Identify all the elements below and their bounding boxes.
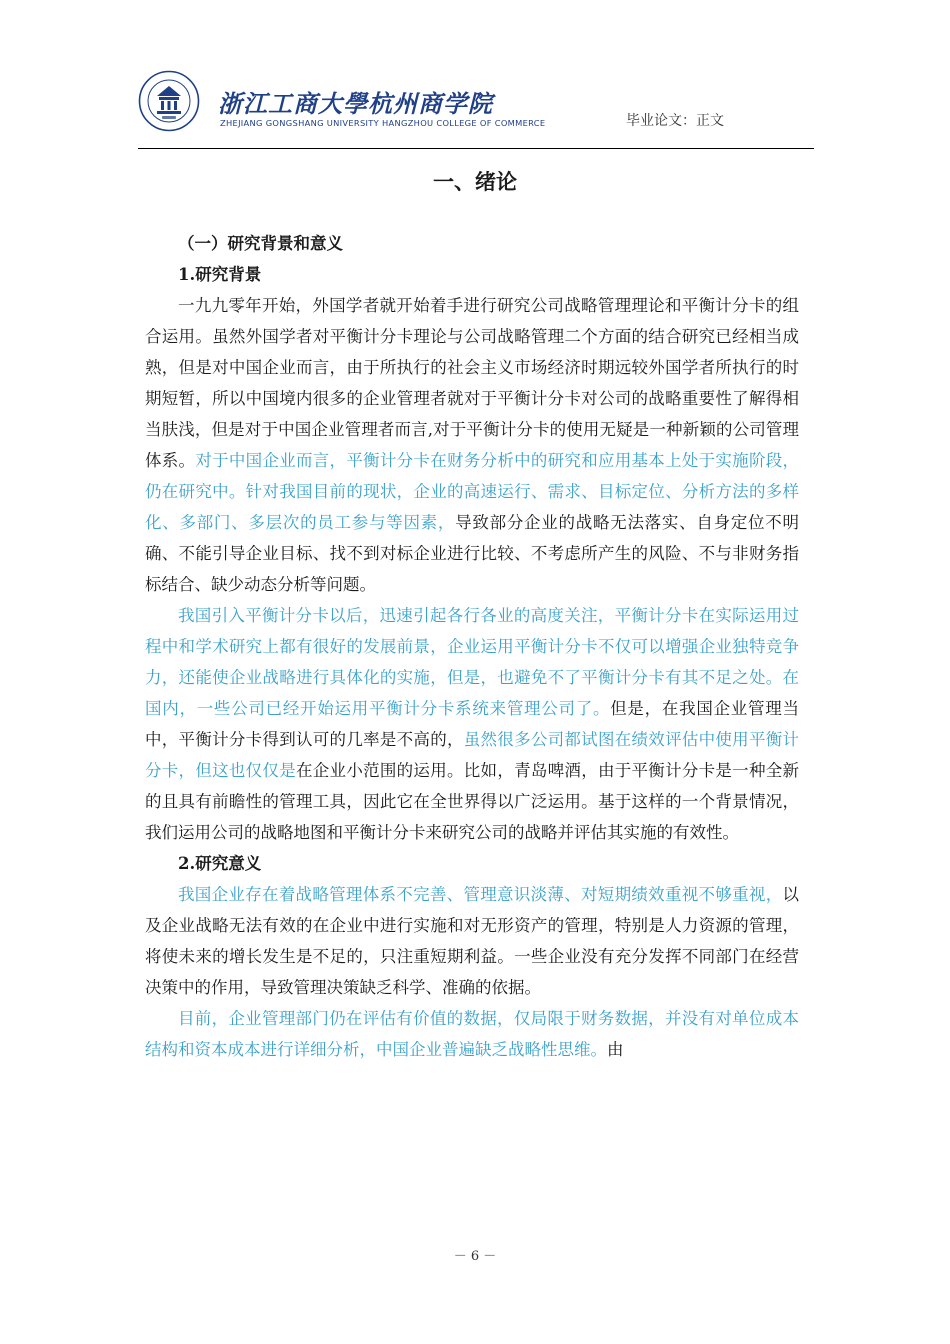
- university-logo-text: 浙江工商大學杭州商学院: [218, 89, 493, 118]
- highlighted-text-run: 对于中国企业而言，平衡计分卡在财务分析中的研究和应用基本上处于实施阶段，仍在研究中。针对我国目前的现状，企业的高速运行、需求、目标定位、分析方法的多样化、多部门、多层次的员工参与等因素，: [145, 451, 800, 532]
- subsection-heading-significance: 2.研究意义: [178, 854, 262, 873]
- text-run: 由: [607, 1040, 624, 1059]
- paragraph: [145, 600, 799, 848]
- text-run: 一九九零年开始，外国学者就开始着手进行研究公司战略管理理论和平衡计分卡的组合运用。虽然外国学者对平衡计分卡理论与公司战略管理二个方面的结合研究已经相当成熟，但是对中国企业而言，由于所执行的社会主义市场经济时期远较外国学者所执行的时期短暂，所以中国境内很多的企业管理者就对于平衡计分卡对公司的战略重要性了解得相当肤浅，但是对于中国企业管理者而言,对于平衡计分卡的使用无疑是一种新颖的公司管理体系。: [145, 296, 799, 470]
- text-run: 但是，在我国企业管理当中，平衡计分卡得到认可的几率是不高的，: [145, 699, 800, 749]
- text-run: 以及企业战略无法有效的在企业中进行实施和对无形资产的管理，特别是人力资源的管理，将使未来的增长发生是不足的，只注重短期利益。一些企业没有充分发挥不同部门在经营决策中的作用，导致管理决策缺乏科学、准确的依据。: [145, 885, 799, 997]
- section-heading: （一）研究背景和意义: [178, 234, 343, 253]
- highlighted-text-run: 目前，企业管理部门仍在评估有价值的数据，仅局限于财务数据，并没有对单位成本结构和资本成本进行详细分析，中国企业普遍缺乏战略性思维。: [145, 1009, 799, 1059]
- paragraph: [145, 879, 799, 1003]
- chapter-title: 一、绪论: [433, 169, 517, 194]
- paragraph: [145, 290, 799, 600]
- university-logo-english: ZHEJIANG GONGSHANG UNIVERSITY HANGZHOU COLLEGE OF COMMERCE: [220, 118, 546, 128]
- university-seal-icon: [138, 70, 200, 132]
- text-run: 导致部分企业的战略无法落实、自身定位不明确、不能引导企业目标、找不到对标企业进行比较、不考虑所产生的风险、不与非财务指标结合、缺少动态分析等问题。: [145, 513, 800, 594]
- page-header: [138, 62, 814, 150]
- paragraph: [145, 1003, 799, 1065]
- highlighted-text-run: 我国引入平衡计分卡以后，迅速引起各行各业的高度关注，平衡计分卡在实际运用过程中和学术研究上都有很好的发展前景，企业运用平衡计分卡不仅可以增强企业独特竞争力，还能使企业战略进行具体化的实施，但是，也避免不了平衡计分卡有其不足之处。在国内，一些公司已经开始运用平衡计分卡系统来管理公司了。: [145, 606, 799, 718]
- page-number: － 6 －: [453, 1249, 497, 1264]
- header-divider: [138, 148, 814, 149]
- highlighted-text-run: 虽然很多公司都试图在绩效评估中使用平衡计分卡，但这也仅仅是: [145, 730, 800, 780]
- subsection-heading-background: 1.研究背景: [178, 265, 262, 284]
- highlighted-text-run: 我国企业存在着战略管理体系不完善、管理意识淡薄、对短期绩效重视不够重视，: [178, 885, 783, 904]
- body-content: [145, 228, 799, 1065]
- header-section-label: 毕业论文：正文: [626, 113, 724, 129]
- text-run: 在企业小范围的运用。比如，青岛啤酒，由于平衡计分卡是一种全新的且具有前瞻性的管理工具，因此它在全世界得以广泛运用。基于这样的一个背景情况，我们运用公司的战略地图和平衡计分卡来研究公司的战略并评估其实施的有效性。: [145, 761, 800, 842]
